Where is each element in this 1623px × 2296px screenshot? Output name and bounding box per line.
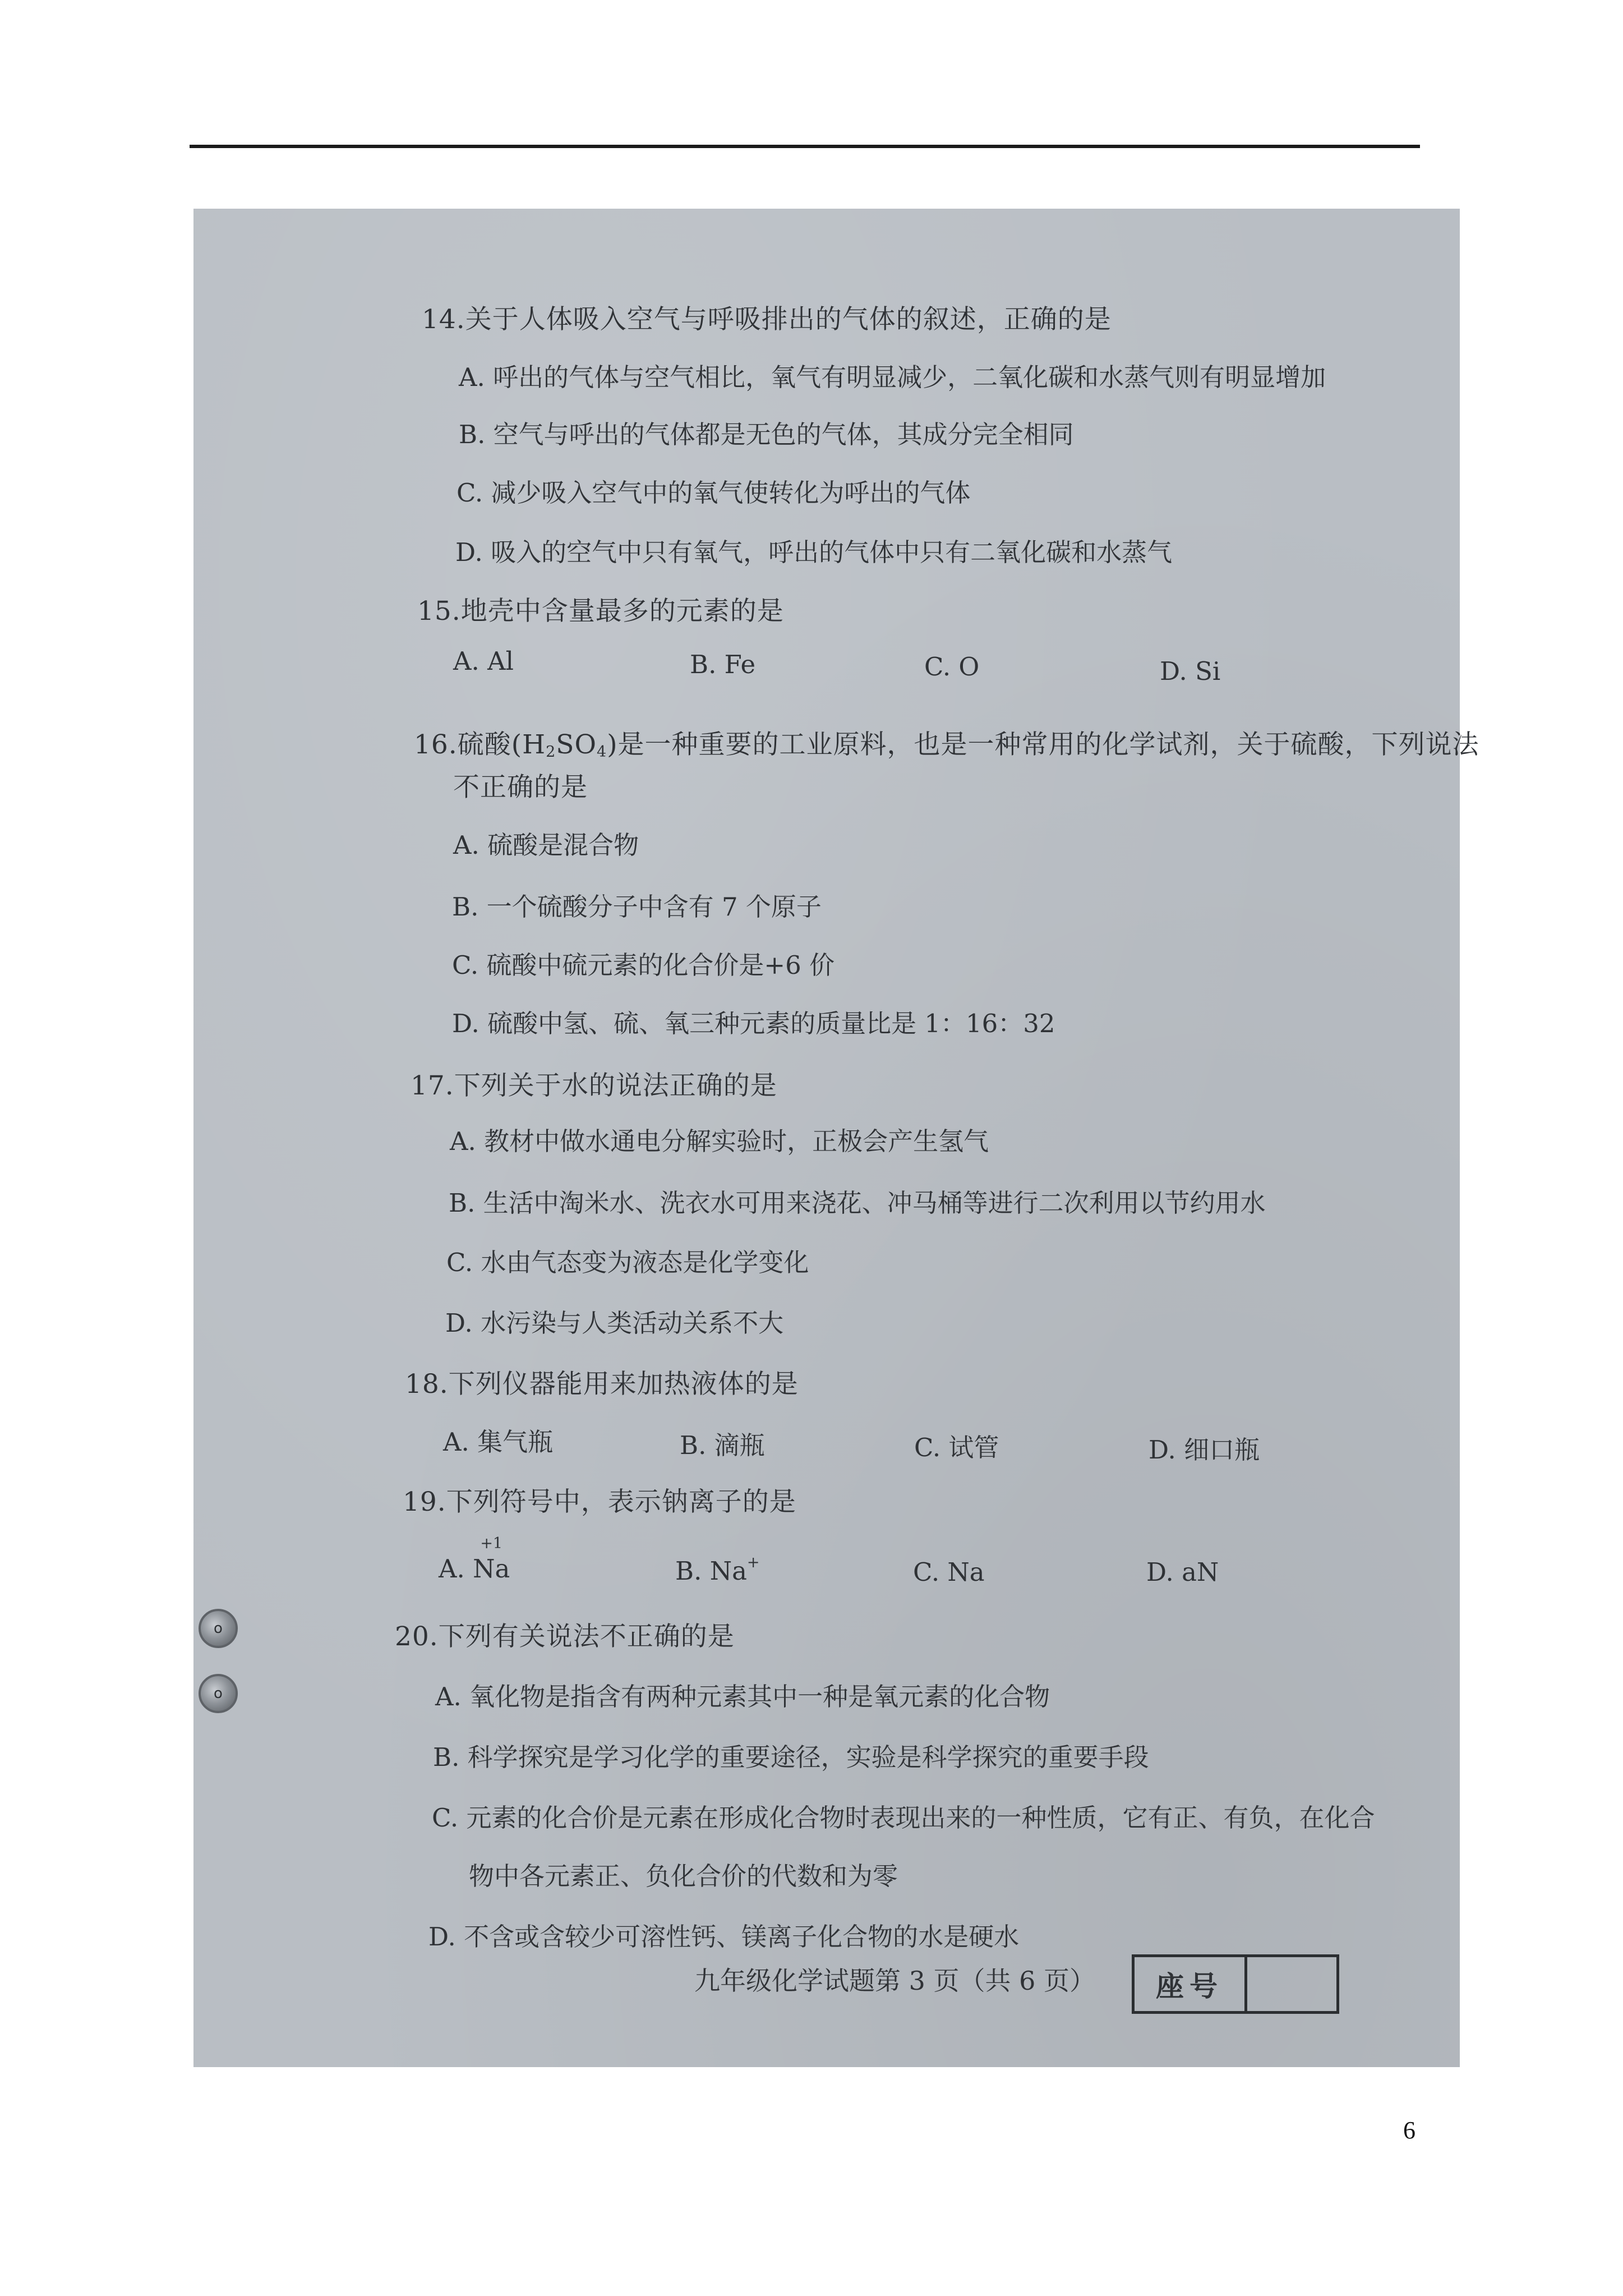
question-15-option-a: A. Al — [453, 646, 514, 676]
seat-number-label: 座号 — [1135, 1957, 1247, 2011]
question-17-option-d: D. 水污染与人类活动关系不大 — [445, 1308, 784, 1338]
question-19-stem: 19.下列符号中，表示钠离子的是 — [403, 1487, 796, 1517]
page-footer-text: 九年级化学试题第 3 页（共 6 页） — [694, 1966, 1096, 1996]
question-17-option-b: B. 生活中淘米水、洗衣水可用来浇花、冲马桶等进行二次利用以节约用水 — [449, 1188, 1266, 1218]
question-19-option-b-symbol: Na — [709, 1556, 747, 1586]
question-20-option-c-continued: 物中各元素正、负化合价的代数和为零 — [469, 1861, 898, 1891]
binding-hole-top-label: o — [214, 1620, 223, 1637]
question-16-stem-part3: )是一种重要的工业原料，也是一种常用的化学试剂，关于硫酸，下列说法 — [607, 729, 1479, 760]
question-19-option-a-symbol: Na — [473, 1554, 510, 1584]
question-16-subscript-2: 2 — [546, 743, 556, 761]
question-16-option-d: D. 硫酸中氢、硫、氧三种元素的质量比是 1：16：32 — [452, 1009, 1055, 1038]
question-20-option-a: A. 氧化物是指含有两种元素其中一种是氧元素的化合物 — [435, 1682, 1050, 1711]
question-16-stem-continued: 不正确的是 — [453, 772, 588, 803]
binding-hole-top — [199, 1609, 238, 1648]
question-19-option-d: D. aN — [1146, 1557, 1219, 1587]
question-19-option-c: C. Na — [913, 1557, 985, 1587]
question-15-option-c: C. O — [924, 652, 980, 682]
seat-number-value — [1247, 1957, 1336, 2011]
question-16-option-a: A. 硫酸是混合物 — [453, 830, 639, 860]
question-19-option-a — [439, 1535, 510, 1584]
question-19-option-b-prefix: B. — [675, 1556, 710, 1586]
question-16-option-b: B. 一个硫酸分子中含有 7 个原子 — [452, 892, 822, 922]
question-16-subscript-4: 4 — [597, 743, 607, 761]
question-14-option-a: A. 呼出的气体与空气相比，氧气有明显减少，二氧化碳和水蒸气则有明显增加 — [459, 362, 1326, 392]
question-15-option-b: B. Fe — [690, 650, 756, 679]
question-18-stem: 18.下列仪器能用来加热液体的是 — [405, 1369, 799, 1400]
question-19-option-a-prefix: A. — [439, 1554, 473, 1584]
question-18-option-a: A. 集气瓶 — [443, 1427, 554, 1457]
question-14-stem: 14.关于人体吸入空气与呼吸排出的气体的叙述，正确的是 — [422, 304, 1112, 335]
question-20-option-b: B. 科学探究是学习化学的重要途径，实验是科学探究的重要手段 — [433, 1742, 1149, 1772]
top-rule — [190, 145, 1420, 148]
question-20-option-d: D. 不含或含较少可溶性钙、镁离子化合物的水是硬水 — [428, 1922, 1020, 1952]
question-20-option-c: C. 元素的化合价是元素在形成化合物时表现出来的一种性质，它有正、有负，在化合 — [432, 1803, 1375, 1833]
question-16-stem-part2: SO — [556, 729, 597, 760]
question-19-option-b-charge: + — [746, 1554, 760, 1571]
binding-hole-bottom-label: o — [214, 1685, 223, 1702]
question-18-option-b: B. 滴瓶 — [680, 1430, 765, 1460]
seat-number-box — [1132, 1954, 1339, 2014]
question-17-stem: 17.下列关于水的说法正确的是 — [411, 1070, 777, 1101]
question-16-option-c: C. 硫酸中硫元素的化合价是+6 价 — [452, 950, 835, 980]
question-14-option-d: D. 吸入的空气中只有氧气，呼出的气体中只有二氧化碳和水蒸气 — [455, 537, 1173, 567]
question-16-stem — [414, 724, 1479, 761]
question-19-option-a-valence: +1 — [480, 1535, 503, 1552]
question-17-option-c: C. 水由气态变为液态是化学变化 — [446, 1248, 809, 1277]
question-19-option-a-symbol-wrap — [473, 1535, 510, 1584]
question-20-stem: 20.下列有关说法不正确的是 — [395, 1621, 735, 1652]
question-14-option-b: B. 空气与呼出的气体都是无色的气体，其成分完全相同 — [459, 420, 1074, 449]
question-18-option-d: D. 细口瓶 — [1149, 1435, 1260, 1465]
question-18-option-c: C. 试管 — [914, 1433, 999, 1462]
page-number: 6 — [1403, 2116, 1415, 2144]
question-17-option-a: A. 教材中做水通电分解实验时，正极会产生氢气 — [450, 1126, 989, 1156]
question-14-option-c: C. 减少吸入空气中的氧气使转化为呼出的气体 — [457, 478, 971, 508]
question-19-option-b — [675, 1554, 760, 1586]
question-15-option-d: D. Si — [1160, 656, 1221, 686]
binding-hole-bottom — [199, 1674, 238, 1713]
question-15-stem: 15.地壳中含量最多的元素的是 — [417, 596, 784, 627]
question-16-stem-part1: 16.硫酸(H — [414, 729, 546, 760]
